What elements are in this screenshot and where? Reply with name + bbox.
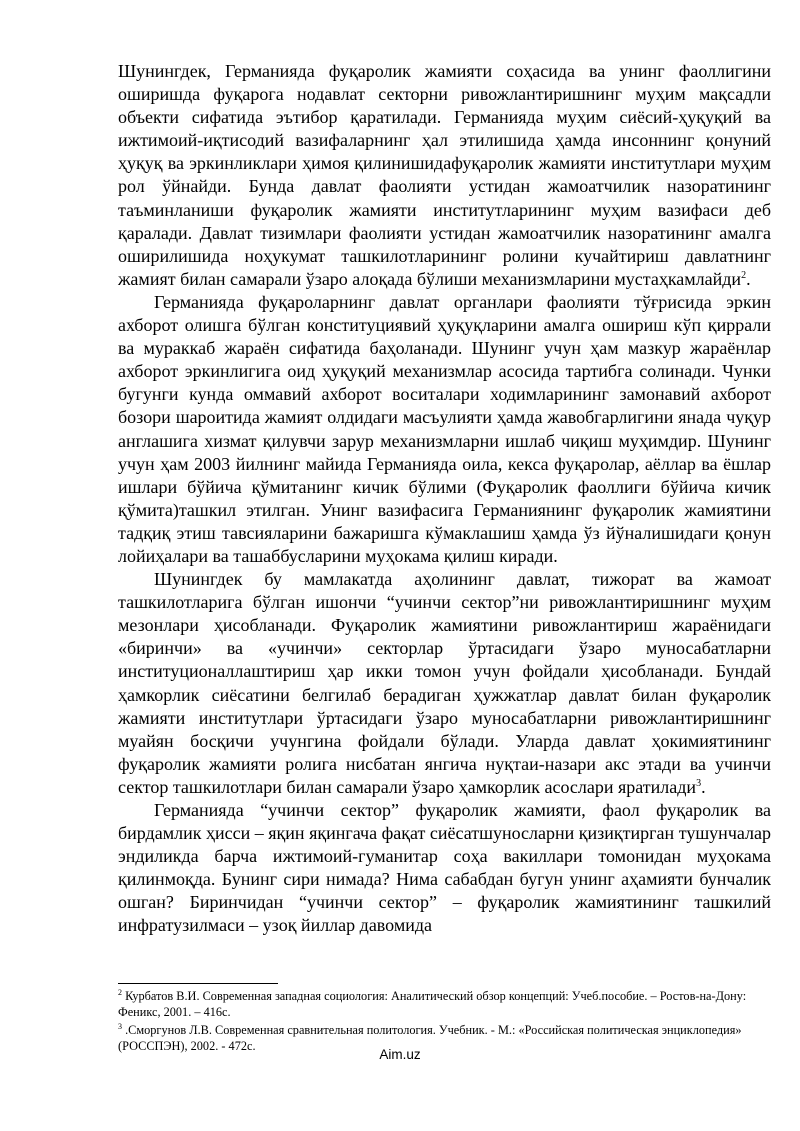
document-body	[118, 60, 771, 938]
footnote-separator	[118, 983, 278, 984]
footnote-text: .Сморгунов Л.В. Современная сравнительная политология. Учебник. - М.: «Российская политическая энциклопедия» (РОССПЭН), 2002. - 472с.	[118, 1023, 742, 1053]
paragraph-3	[118, 568, 771, 799]
footnote-number: 2	[118, 987, 122, 997]
footnotes	[118, 988, 771, 1056]
footnote-number: 3	[118, 1021, 122, 1031]
paragraph-text: Шунингдек, Германияда фуқаролик жамияти соҳасида ва унинг фаоллигини оширишда фуқарога нодавлат секторни ривожлантиришнинг муҳим мақсадли объекти сифатида эътибор қаратилади. Германияда муҳим сиёсий-ҳуқуқий ва ижтимоий-иқтисодий вазифаларнинг ҳал этилишида ҳамда инсоннинг қонуний ҳуқуқ ва эркинликлари ҳимоя қилинишидафуқаролик жамияти институтлари муҳим рол ўйнайди. Бунда давлат фаолияти устидан жамоатчилик назоратининг таъминланиши фуқаролик жамияти институтларининг муҳим вазифаси деб қаралади. Давлат тизимлари фаолияти устидан жамоатчилик назоратининг амалга оширилишида ноҳукумат ташкилотларининг ролини кучайтириш давлатнинг жамият билан самарали ўзаро алоқада бўлиши механизмларини мустаҳкамлайди	[118, 61, 771, 289]
paragraph-text: Германияда “учинчи сектор” фуқаролик жамияти, фаол фуқаролик ва бирдамлик ҳисси – яқин яқингача фақат сиёсатшуносларни қизиқтирган тушунчалар эндиликда барча ижтимоий-гуманитар соҳа вакиллари томонидан муҳокама қилинмоқда. Бунинг сири нимада? Нима сабабдан бугун унинг аҳамияти бунчалик ошган? Биринчидан “учинчи сектор” – фуқаролик жамиятининг ташкилий инфратузилмаси – узоқ йиллар давомида	[118, 800, 771, 936]
paragraph-2	[118, 291, 771, 568]
paragraph-text: Германияда фуқароларнинг давлат органлари фаолияти тўғрисида эркин ахборот олишга бўлган конституциявий ҳуқуқларини амалга ошириш кўп қиррали ва мураккаб жараён сифатида баҳоланади. Шунинг учун ҳам мазкур жараёнлар ахборот эркинлигига оид ҳуқуқий механизмлар асосида тартибга солинади. Чунки бугунги кунда оммавий ахборот воситалари ходимларининг замонавий ахборот бозори шароитида жамият олдидаги масъулияти ҳамда жавобгарлигини янада чуқур англашига хизмат қилувчи зарур механизмларни ишлаб чиқиш муҳимдир. Шунинг учун ҳам 2003 йилнинг майида Германияда оила, кекса фуқаролар, аёллар ва ёшлар ишлари бўйича қўмитанинг кичик бўлими (Фуқаролик фаоллиги бўйича кичик қўмита)ташкил этилган. Унинг вазифасига Германиянинг фуқаролик жамиятини тадқиқ этиш тавсияларини бажаришга кўмаклашиш ҳамда ўз йўналишидаги қонун лойиҳалари ва ташаббусларини муҳокама қилиш киради.	[118, 291, 771, 566]
paragraph-text: Шунингдек бу мамлакатда аҳолининг давлат, тижорат ва жамоат ташкилотларига бўлган ишончи “учинчи сектор”ни ривожлантиришнинг муҳим мезонлари ҳисобланади. Фуқаролик жамиятини ривожлантириш жараёнидаги «биринчи» ва «учинчи» секторлар ўртасидаги ўзаро муносабатларни институционаллаштириш ҳар икки томон учун фойдали ҳисобланади. Бундай ҳамкорлик сиёсатини белгилаб берадиган ҳужжатлар давлат билан фуқаролик жамияти институтлари ўртасидаги ўзаро муносабатларни ривожлантиришнинг муайян босқичи учунгина фойдали бўлади. Уларда давлат ҳокимиятининг фуқаролик жамияти ролига нисбатан янгича нуқтаи-назари акс этади ва учинчи сектор ташкилотлари билан самарали ўзаро ҳамкорлик асослари яратилади	[118, 569, 771, 797]
footnote-ref[interactable]: 2	[741, 269, 747, 281]
paragraph-end: .	[701, 776, 706, 797]
footnote-text: Курбатов В.И. Современная западная социология: Аналитический обзор концепций: Учеб.пособие. – Ростов-на-Дону: Феникс, 2001. – 416с.	[118, 989, 747, 1019]
footnote-2	[118, 988, 771, 1020]
page-footer: Aim.uz	[379, 1047, 421, 1062]
paragraph-1	[118, 60, 771, 291]
footnote-ref[interactable]: 3	[696, 777, 702, 789]
paragraph-end: .	[746, 268, 751, 289]
paragraph-4	[118, 799, 771, 938]
